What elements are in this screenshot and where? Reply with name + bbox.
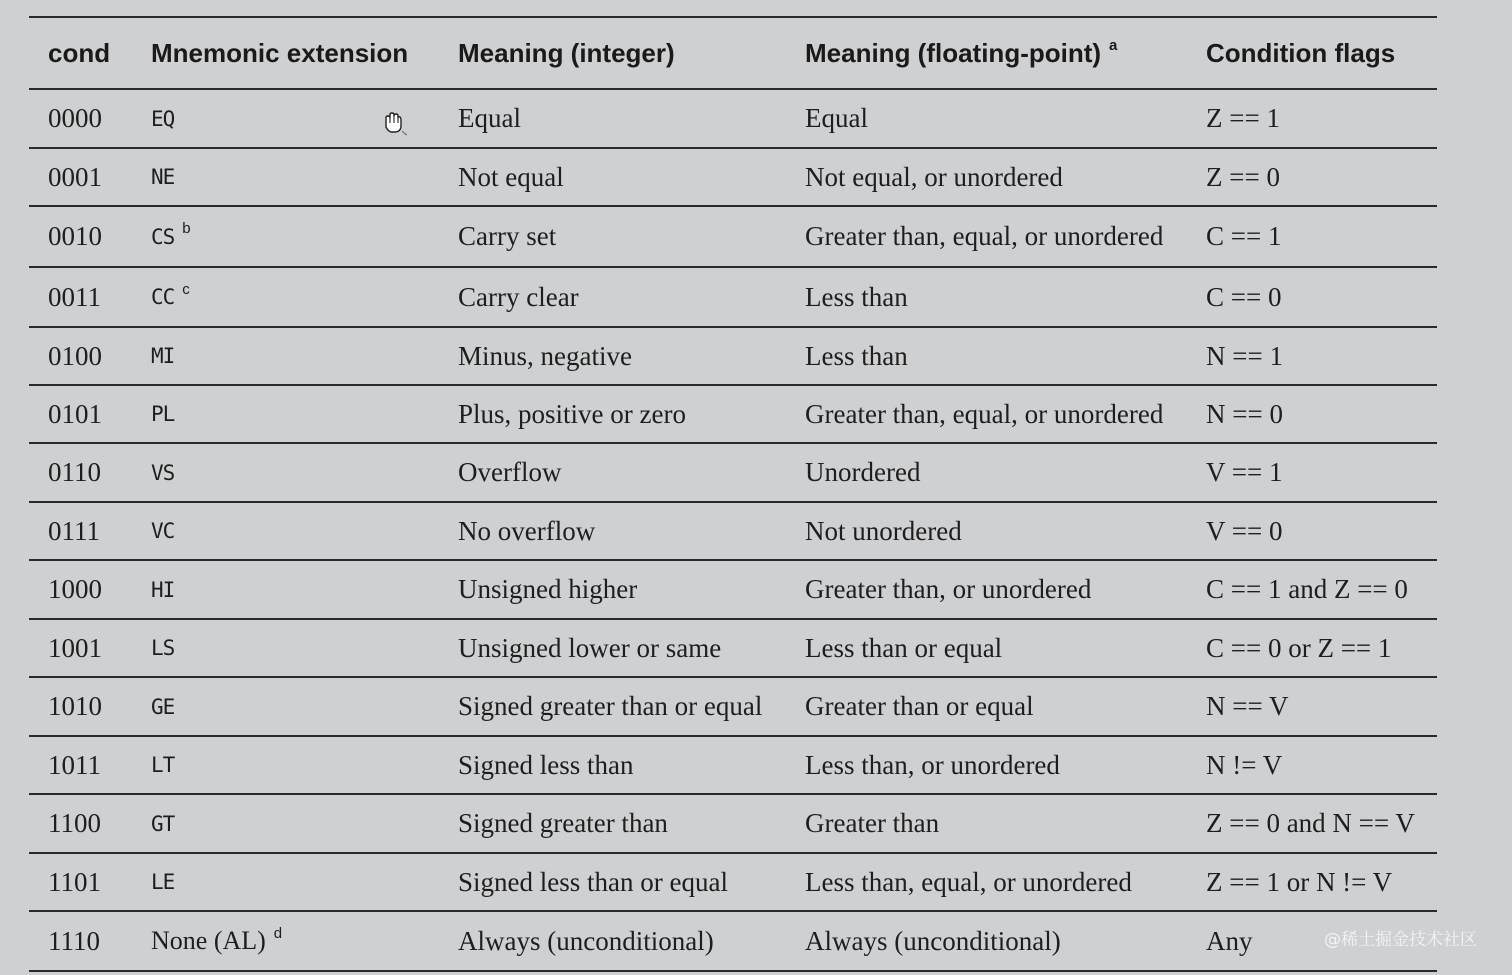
meaning-float-cell: Greater than, or unordered: [805, 574, 1092, 604]
table-header: [29, 18, 1437, 90]
footnote-marker: b: [182, 220, 190, 237]
mnemonic-cell: LT: [151, 753, 175, 777]
meaning-integer-cell: Signed greater than or equal: [458, 691, 763, 721]
meaning-float-cell: Less than, or unordered: [805, 749, 1060, 780]
condition-flags-cell: Z == 0: [1206, 161, 1280, 192]
table-row: [29, 737, 1437, 795]
meaning-integer-cell: Unsigned lower or same: [458, 632, 722, 663]
table-row: [29, 620, 1437, 678]
cond-code-cell: 1100: [48, 808, 101, 838]
condition-flags-cell: V == 0: [1206, 515, 1283, 546]
meaning-integer-cell: Equal: [458, 103, 521, 133]
condition-flags-cell: N == 0: [1206, 398, 1283, 429]
mnemonic-cell: GE: [151, 694, 175, 719]
meaning-integer-cell: Plus, positive or zero: [458, 398, 686, 429]
cond-code-cell: 0111: [48, 515, 100, 546]
mnemonic-cell: EQ: [151, 106, 175, 131]
meaning-integer-cell: Minus, negative: [458, 340, 632, 371]
header-mnemonic: Mnemonic extension: [151, 37, 409, 68]
meaning-float-cell: Always (unconditional): [805, 925, 1061, 956]
meaning-integer-cell: Always (unconditional): [458, 925, 714, 956]
cond-code-cell: 0001: [48, 161, 102, 192]
meaning-integer-cell: Signed less than or equal: [458, 866, 728, 897]
cond-code-cell: 1011: [48, 749, 101, 780]
meaning-integer-cell: No overflow: [458, 515, 596, 546]
header-condition-flags: Condition flags: [1206, 37, 1396, 68]
cond-code-cell: 1010: [48, 691, 102, 721]
cond-code-cell: 0010: [48, 221, 102, 251]
mnemonic-cell: PL: [151, 402, 175, 426]
mnemonic-cell: GT: [151, 811, 175, 836]
condition-flags-cell: Any: [1206, 925, 1253, 956]
mnemonic-cell: MI: [151, 344, 175, 368]
table-row: [29, 386, 1437, 444]
condition-flags-cell: Z == 1 or N != V: [1206, 866, 1393, 897]
header-meaning-integer: Meaning (integer): [458, 37, 675, 68]
meaning-float-cell: Not equal, or unordered: [805, 161, 1063, 192]
table-row: [29, 503, 1437, 561]
condition-flags-cell: C == 1 and Z == 0: [1206, 574, 1408, 604]
condition-flags-cell: Z == 0 and N == V: [1206, 808, 1415, 838]
meaning-float-cell: Unordered: [805, 457, 921, 487]
table-row: [29, 207, 1437, 268]
table-row: [29, 912, 1437, 972]
meaning-float-cell: Less than, equal, or unordered: [805, 866, 1132, 897]
meaning-integer-cell: Carry clear: [458, 281, 579, 312]
condition-code-table: [29, 16, 1437, 972]
meaning-float-cell: Less than: [805, 340, 908, 371]
cond-code-cell: 0101: [48, 398, 102, 429]
meaning-float-cell: Greater than: [805, 808, 940, 838]
footnote-marker: a: [1109, 36, 1118, 54]
cond-code-cell: 1101: [48, 866, 101, 897]
condition-flags-cell: Z == 1: [1206, 103, 1280, 133]
meaning-integer-cell: Unsigned higher: [458, 574, 638, 604]
table-row: [29, 268, 1437, 328]
cond-code-cell: 1001: [48, 632, 102, 663]
table-row: [29, 90, 1437, 149]
table-row: [29, 328, 1437, 386]
meaning-integer-cell: Overflow: [458, 457, 562, 487]
mnemonic-cell: CC $^c$: [151, 280, 189, 309]
watermark: @稀土掘金技术社区: [1324, 930, 1477, 950]
meaning-float-cell: Greater than, equal, or unordered: [805, 398, 1164, 429]
header-meaning-float: Meaning (floating-point) $^a$: [805, 36, 1118, 68]
table-row: [29, 678, 1437, 737]
meaning-float-cell: Less than or equal: [805, 632, 1003, 663]
cond-code-cell: 0000: [48, 103, 102, 133]
table-row: [29, 561, 1437, 620]
mnemonic-cell: NE: [151, 165, 175, 189]
meaning-float-cell: Greater than, equal, or unordered: [805, 221, 1164, 251]
meaning-integer-cell: Not equal: [458, 161, 564, 192]
cond-code-cell: 0110: [48, 457, 101, 487]
condition-flags-cell: V == 1: [1206, 457, 1283, 487]
mnemonic-cell: LS: [151, 636, 175, 660]
table-row: [29, 854, 1437, 912]
condition-flags-cell: N == V: [1206, 691, 1289, 721]
meaning-float-cell: Not unordered: [805, 515, 962, 546]
table-row: [29, 444, 1437, 503]
meaning-integer-cell: Carry set: [458, 221, 557, 251]
mnemonic-cell: VC: [151, 519, 175, 543]
cond-code-cell: 1000: [48, 574, 102, 604]
mnemonic-cell: CS $^b$: [151, 220, 190, 249]
table-body: [29, 90, 1437, 972]
mnemonic-cell: HI: [151, 577, 175, 602]
meaning-integer-cell: Signed less than: [458, 749, 634, 780]
condition-flags-cell: N == 1: [1206, 340, 1283, 371]
mnemonic-cell: None (AL) $^d$: [151, 924, 283, 955]
footnote-marker: c: [182, 280, 189, 298]
meaning-float-cell: Equal: [805, 103, 868, 133]
mnemonic-cell: LE: [151, 870, 175, 894]
table-row: [29, 149, 1437, 207]
mnemonic-cell: VS: [151, 460, 175, 485]
footnote-marker: d: [273, 924, 283, 942]
meaning-integer-cell: Signed greater than: [458, 808, 668, 838]
condition-flags-cell: C == 1: [1206, 221, 1282, 251]
table-row: [29, 795, 1437, 854]
header-cond: cond: [48, 37, 111, 68]
hand-cursor-icon: [377, 107, 407, 137]
condition-flags-cell: C == 0: [1206, 281, 1282, 312]
meaning-float-cell: Less than: [805, 281, 908, 312]
meaning-float-cell: Greater than or equal: [805, 691, 1034, 721]
cond-code-cell: 0011: [48, 281, 101, 312]
cond-code-cell: 1110: [48, 925, 100, 956]
cond-code-cell: 0100: [48, 340, 102, 371]
condition-flags-cell: N != V: [1206, 749, 1283, 780]
condition-flags-cell: C == 0 or Z == 1: [1206, 632, 1392, 663]
